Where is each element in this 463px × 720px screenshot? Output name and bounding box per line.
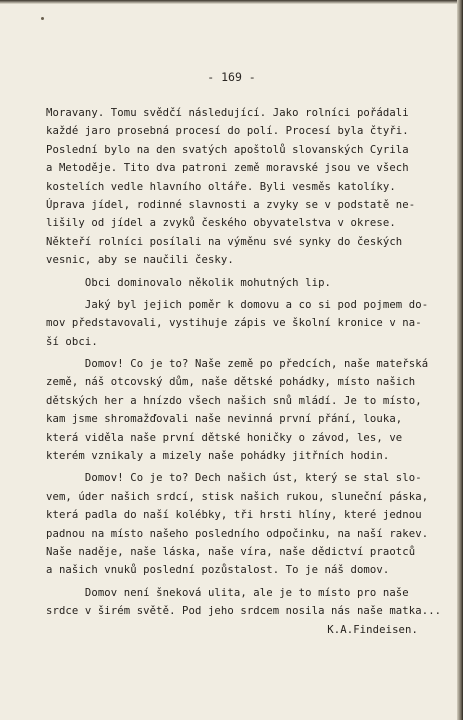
- text-line: Moravany. Tomu svědčí následující. Jako rolníci pořádali: [46, 107, 409, 119]
- text-line: mov představovali, vystihuje zápis ve školní kronice v na-: [46, 317, 422, 330]
- page-right-edge: [457, 0, 463, 720]
- paragraph: [46, 469, 444, 579]
- text-line: Obci dominovalo několik mohutných lip.: [46, 276, 332, 289]
- paragraph: [46, 296, 444, 351]
- text-line: každé jaro prosebná procesí do polí. Procesí byla čtyři.: [46, 125, 409, 138]
- text-line: Někteří rolníci posílali na výměnu své synky do českých: [46, 235, 403, 248]
- page-number: - 169 -: [207, 70, 256, 84]
- text-line: dětských her a hnízdo všech našich snů mládí. Je to místo,: [46, 394, 422, 407]
- text-line: země, náš otcovský dům, naše dětské pohádky, místo našich: [46, 376, 416, 389]
- paragraph: [46, 355, 444, 465]
- text-line: kam jsme shromažďovali naše nevinná první přání, louka,: [46, 413, 403, 426]
- text-line: která viděla naše první dětské honičky o závod, les, ve: [46, 431, 403, 444]
- text-line: ší obci.: [46, 335, 98, 348]
- text-line: vem, úder našich srdcí, stisk našich rukou, sluneční páska,: [46, 490, 429, 503]
- text-line: která padla do naší kolébky, tři hrsti hlíny, které jednou: [46, 509, 422, 522]
- text-line: Domov! Co je to? Dech našich úst, který se stal slo-: [46, 472, 422, 485]
- paragraph: [46, 104, 444, 270]
- paper-speck: [41, 17, 44, 20]
- page-top-edge: [0, 0, 463, 4]
- text-line: Domov není šneková ulita, ale je to místo pro naše: [46, 586, 409, 599]
- text-line: Domov! Co je to? Naše země po předcích, naše mateřská: [46, 358, 429, 371]
- text-line: Jaký byl jejich poměr k domovu a co si pod pojmem do-: [46, 298, 429, 311]
- text-line: Úprava jídel, rodinné slavnosti a zvyky se v podstatě ne-: [46, 198, 416, 211]
- paragraph: [46, 274, 444, 292]
- text-line: a Metoděje. Tito dva patroni země moravské jsou ve všech: [46, 162, 409, 175]
- text-line: kterém vznikaly a mizely naše pohádky jitřních hodin.: [46, 450, 390, 463]
- text-line: vesnic, aby se naučili česky.: [46, 254, 234, 267]
- text-line: Poslední bylo na den svatých apoštolů slovanských Cyrila: [46, 143, 409, 156]
- paragraph: [46, 584, 444, 621]
- text-line: kostelích vedle hlavního oltáře. Byli vesměs katolíky.: [46, 180, 396, 193]
- text-line: padnou na místo našeho posledního odpočinku, na naší rakev.: [46, 527, 429, 540]
- signature: K.A.Findeisen.: [327, 623, 418, 636]
- text-line: lišily od jídel a zvyků českého obyvatelstva v okrese.: [46, 217, 396, 230]
- text-line: srdce v širém světě. Pod jeho srdcem nosila nás naše matka...: [46, 605, 442, 618]
- text-line: a našich vnuků poslední pozůstalost. To je náš domov.: [46, 564, 390, 577]
- text-line: Naše naděje, naše láska, naše víra, naše dědictví praotců: [46, 545, 416, 558]
- body-text: [46, 104, 444, 639]
